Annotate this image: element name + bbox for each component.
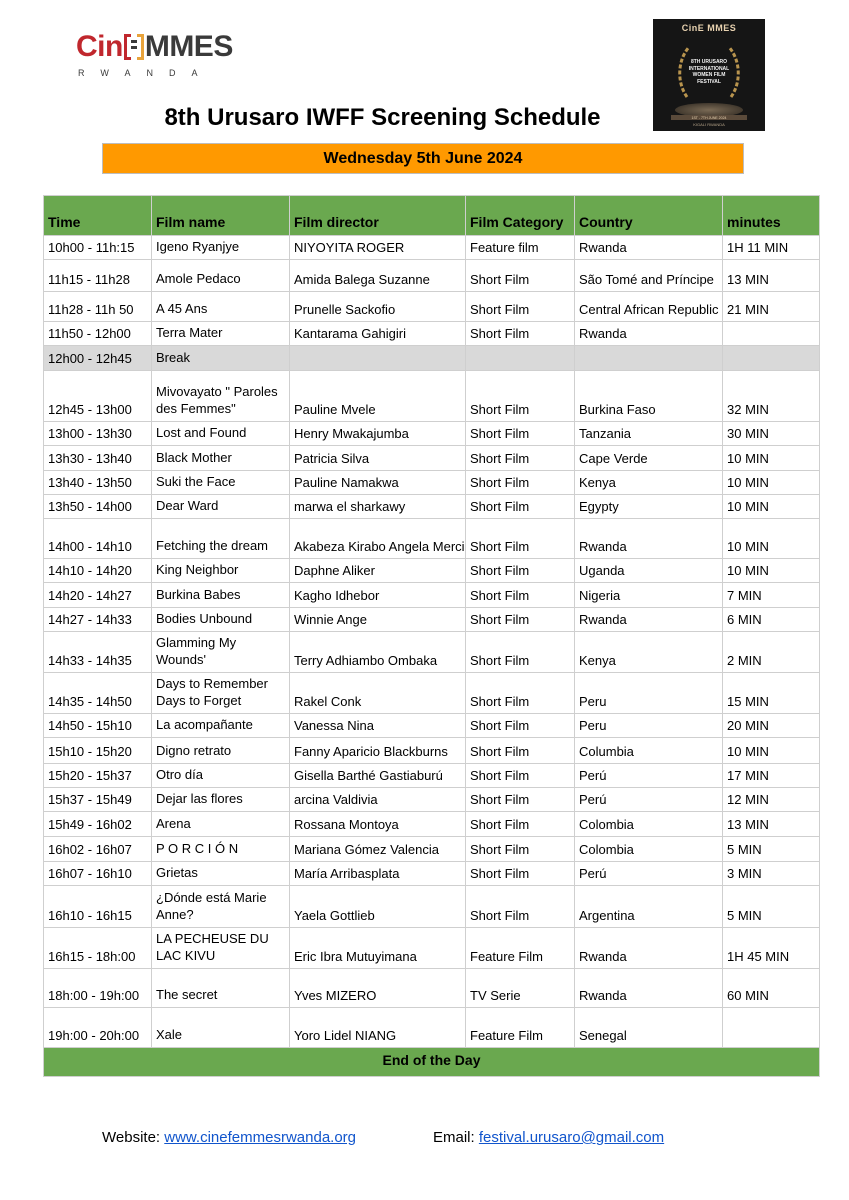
table-row [44,519,820,559]
cell-film-name: Fetching the dream [152,519,290,559]
table-row [44,495,820,519]
cell-country: Colombia [575,812,723,837]
cell-film-name: Otro día [152,764,290,788]
cell-minutes: 10 MIN [723,559,820,583]
cell-film-director: Amida Balega Suzanne [290,260,466,292]
table-row [44,632,820,673]
table-row [44,673,820,714]
table-row [44,471,820,495]
cell-film-category: Short Film [466,446,575,471]
table-row [44,738,820,764]
break-row [44,346,820,371]
table-row [44,371,820,422]
cell-time: 15h10 - 15h20 [44,738,152,764]
cell-minutes: 20 MIN [723,714,820,738]
cell-time: 15h20 - 15h37 [44,764,152,788]
cell-film-name: Igeno Ryanjye [152,236,290,260]
cell-minutes: 3 MIN [723,862,820,886]
cell-film-name: Xale [152,1008,290,1048]
cell-film-name: Dejar las flores [152,788,290,812]
cell-film-director: marwa el sharkawy [290,495,466,519]
cell-country: Colombia [575,837,723,862]
table-row [44,322,820,346]
table-row [44,292,820,322]
cell-minutes: 10 MIN [723,738,820,764]
cell-film-name: Suki the Face [152,471,290,495]
cell-time: 15h49 - 16h02 [44,812,152,837]
festival-poster [653,19,765,131]
cell-country: Rwanda [575,969,723,1008]
cell-country: Senegal [575,1008,723,1048]
table-row [44,446,820,471]
table-row [44,862,820,886]
website-link[interactable]: www.cinefemmesrwanda.org [164,1129,357,1146]
cell-time: 14h50 - 15h10 [44,714,152,738]
cell-film-category: Short Film [466,788,575,812]
logo-text-mmes: MMES [144,30,233,63]
cell-film-category: Short Film [466,862,575,886]
cell-film-category [466,346,575,371]
table-row [44,714,820,738]
cell-film-director: Yves MIZERO [290,969,466,1008]
cell-film-director: Winnie Ange [290,608,466,632]
cell-film-director: Prunelle Sackofio [290,292,466,322]
cell-country: Perú [575,862,723,886]
cell-film-name: Bodies Unbound [152,608,290,632]
cell-country: Argentina [575,886,723,928]
cell-minutes [723,1008,820,1048]
table-row [44,928,820,969]
table-row [44,559,820,583]
end-of-day-label: End of the Day [44,1048,820,1077]
cell-minutes: 13 MIN [723,812,820,837]
cell-time: 14h20 - 14h27 [44,583,152,608]
cell-time: 14h33 - 14h35 [44,632,152,673]
cell-film-director: Terry Adhiambo Ombaka [290,632,466,673]
cell-time: 13h00 - 13h30 [44,422,152,446]
cell-time: 16h15 - 18h:00 [44,928,152,969]
cell-country: Egypty [575,495,723,519]
logo-text-cin: Cin [76,30,123,63]
cell-country: Rwanda [575,322,723,346]
cell-time: 14h00 - 14h10 [44,519,152,559]
cell-minutes: 17 MIN [723,764,820,788]
cell-film-director: Henry Mwakajumba [290,422,466,446]
cell-minutes: 12 MIN [723,788,820,812]
cell-country: Rwanda [575,519,723,559]
cell-film-category: Feature film [466,236,575,260]
footer-email [433,1129,664,1146]
cell-time: 16h07 - 16h10 [44,862,152,886]
cell-film-category: Short Film [466,837,575,862]
cell-film-category: Short Film [466,886,575,928]
cell-country: Kenya [575,471,723,495]
cell-film-name: Arena [152,812,290,837]
day-banner: Wednesday 5th June 2024 [102,143,744,174]
schedule-body [44,236,820,1048]
cell-film-category: Short Film [466,714,575,738]
cell-time: 12h45 - 13h00 [44,371,152,422]
table-row [44,583,820,608]
cell-minutes: 21 MIN [723,292,820,322]
cell-film-category: TV Serie [466,969,575,1008]
cell-film-name: A 45 Ans [152,292,290,322]
email-label: Email: [433,1129,475,1146]
col-header-film-name: Film name [152,196,290,236]
col-header-minutes: minutes [723,196,820,236]
cell-minutes: 10 MIN [723,519,820,559]
table-row [44,788,820,812]
cell-film-director: Patricia Silva [290,446,466,471]
col-header-country: Country [575,196,723,236]
cell-film-name: Grietas [152,862,290,886]
cell-film-name: Break [152,346,290,371]
cell-film-director: Kantarama Gahigiri [290,322,466,346]
cell-time: 11h50 - 12h00 [44,322,152,346]
cell-minutes: 13 MIN [723,260,820,292]
cell-film-name: King Neighbor [152,559,290,583]
cell-film-category: Short Film [466,260,575,292]
cell-film-category: Short Film [466,322,575,346]
cell-minutes: 5 MIN [723,886,820,928]
cell-film-category: Short Film [466,583,575,608]
cell-film-director: Gisella Barthé Gastiaburú [290,764,466,788]
cell-film-name: Mivovayato " Paroles des Femmes" [152,371,290,422]
cell-film-category: Feature Film [466,1008,575,1048]
cell-film-category: Short Film [466,764,575,788]
cell-film-name: Glamming My Wounds' [152,632,290,673]
cell-film-category: Short Film [466,371,575,422]
cell-film-director: Yoro Lidel NIANG [290,1008,466,1048]
cell-film-director: María Arribasplata [290,862,466,886]
cell-minutes: 5 MIN [723,837,820,862]
email-link[interactable]: festival.urusaro@gmail.com [478,1129,665,1146]
table-row [44,608,820,632]
website-label: Website: [102,1129,161,1146]
cell-film-director: Kagho Idhebor [290,583,466,608]
cell-country: Perú [575,788,723,812]
footer-website [102,1129,356,1146]
table-row [44,236,820,260]
cell-minutes: 15 MIN [723,673,820,714]
table-row [44,812,820,837]
table-row [44,764,820,788]
col-header-film-category: Film Category [466,196,575,236]
cell-country: Central African Republic [575,292,723,322]
cell-film-director: Vanessa Nina [290,714,466,738]
cell-country: São Tomé and Príncipe [575,260,723,292]
page-title: 8th Urusaro IWFF Screening Schedule [164,104,601,131]
cell-film-director: Pauline Namakwa [290,471,466,495]
cell-film-category: Short Film [466,519,575,559]
cell-film-name: LA PECHEUSE DU LAC KIVU [152,928,290,969]
cell-minutes: 1H 11 MIN [723,236,820,260]
cell-country: Columbia [575,738,723,764]
cell-film-director: Fanny Aparicio Blackburns [290,738,466,764]
cell-film-category: Short Film [466,292,575,322]
cell-time: 14h35 - 14h50 [44,673,152,714]
cell-minutes: 30 MIN [723,422,820,446]
cell-film-category: Short Film [466,812,575,837]
cell-film-name: Burkina Babes [152,583,290,608]
cell-film-category: Short Film [466,559,575,583]
table-row [44,422,820,446]
cell-minutes: 1H 45 MIN [723,928,820,969]
cell-time: 19h:00 - 20h:00 [44,1008,152,1048]
cell-time: 15h37 - 15h49 [44,788,152,812]
cell-film-director: Akabeza Kirabo Angela Merci [290,519,466,559]
cell-film-director: Rossana Montoya [290,812,466,837]
cell-film-director: NIYOYITA ROGER [290,236,466,260]
table-row [44,260,820,292]
cell-film-category: Short Film [466,495,575,519]
cell-film-category: Short Film [466,632,575,673]
cell-time: 10h00 - 11h:15 [44,236,152,260]
end-of-day-row [44,1048,820,1077]
cell-time: 13h30 - 13h40 [44,446,152,471]
cell-country: Nigeria [575,583,723,608]
cell-country: Kenya [575,632,723,673]
cell-country: Rwanda [575,608,723,632]
cell-minutes [723,346,820,371]
cell-minutes [723,322,820,346]
cell-film-category: Short Film [466,673,575,714]
poster-title: 8TH URUSARO INTERNATIONAL WOMEN FILM FESTIVAL [688,59,730,85]
cell-film-director: arcina Valdivia [290,788,466,812]
cell-time: 13h50 - 14h00 [44,495,152,519]
cell-minutes: 10 MIN [723,471,820,495]
table-row [44,886,820,928]
cell-country: Uganda [575,559,723,583]
cell-film-category: Short Film [466,422,575,446]
poster-brand: CinE MMES [681,23,737,33]
table-row [44,837,820,862]
poster-dates: 1ST - 7TH JUNE 2024 [691,116,727,120]
logo-subtitle: RWANDA [78,68,214,78]
cell-minutes: 2 MIN [723,632,820,673]
cell-country: Peru [575,673,723,714]
cell-time: 13h40 - 13h50 [44,471,152,495]
cell-country: Rwanda [575,236,723,260]
cell-film-name: The secret [152,969,290,1008]
cell-time: 11h15 - 11h28 [44,260,152,292]
logo-bracket-icon [124,34,144,60]
cell-minutes: 10 MIN [723,495,820,519]
cell-time: 11h28 - 11h 50 [44,292,152,322]
col-header-time: Time [44,196,152,236]
cell-time: 14h10 - 14h20 [44,559,152,583]
cell-time: 14h27 - 14h33 [44,608,152,632]
cell-minutes: 60 MIN [723,969,820,1008]
cell-time: 18h:00 - 19h:00 [44,969,152,1008]
cell-film-name: ¿Dónde está Marie Anne? [152,886,290,928]
cell-time: 16h10 - 16h15 [44,886,152,928]
cell-film-name: Days to Remember Days to Forget [152,673,290,714]
cell-film-director [290,346,466,371]
cell-film-director: Yaela Gottlieb [290,886,466,928]
cell-film-name: P O R C I Ó N [152,837,290,862]
cell-minutes: 6 MIN [723,608,820,632]
table-row [44,969,820,1008]
cell-film-category: Feature Film [466,928,575,969]
cell-film-category: Short Film [466,471,575,495]
cell-country: Peru [575,714,723,738]
cell-film-category: Short Film [466,738,575,764]
cell-film-name: Black Mother [152,446,290,471]
cell-time: 12h00 - 12h45 [44,346,152,371]
col-header-film-director: Film director [290,196,466,236]
cell-film-name: La acompañante [152,714,290,738]
cell-film-name: Lost and Found [152,422,290,446]
cell-film-director: Rakel Conk [290,673,466,714]
cell-film-director: Eric Ibra Mutuyimana [290,928,466,969]
cell-film-name: Terra Mater [152,322,290,346]
cell-country: Cape Verde [575,446,723,471]
cell-country: Perú [575,764,723,788]
cell-film-name: Dear Ward [152,495,290,519]
cell-country [575,346,723,371]
cell-country: Rwanda [575,928,723,969]
cell-film-director: Pauline Mvele [290,371,466,422]
cell-minutes: 7 MIN [723,583,820,608]
cell-film-category: Short Film [466,608,575,632]
cell-film-director: Daphne Aliker [290,559,466,583]
cell-film-director: Mariana Gómez Valencia [290,837,466,862]
cell-minutes: 10 MIN [723,446,820,471]
cell-minutes: 32 MIN [723,371,820,422]
cell-country: Burkina Faso [575,371,723,422]
logo-wordmark [76,32,246,62]
cell-film-name: Amole Pedaco [152,260,290,292]
table-header-row [44,196,820,236]
table-row [44,1008,820,1048]
cell-country: Tanzania [575,422,723,446]
poster-location: KIGALI RWANDA [693,122,725,127]
cinefemmes-logo [76,32,246,82]
schedule-table [43,195,820,1077]
cell-time: 16h02 - 16h07 [44,837,152,862]
cell-film-name: Digno retrato [152,738,290,764]
